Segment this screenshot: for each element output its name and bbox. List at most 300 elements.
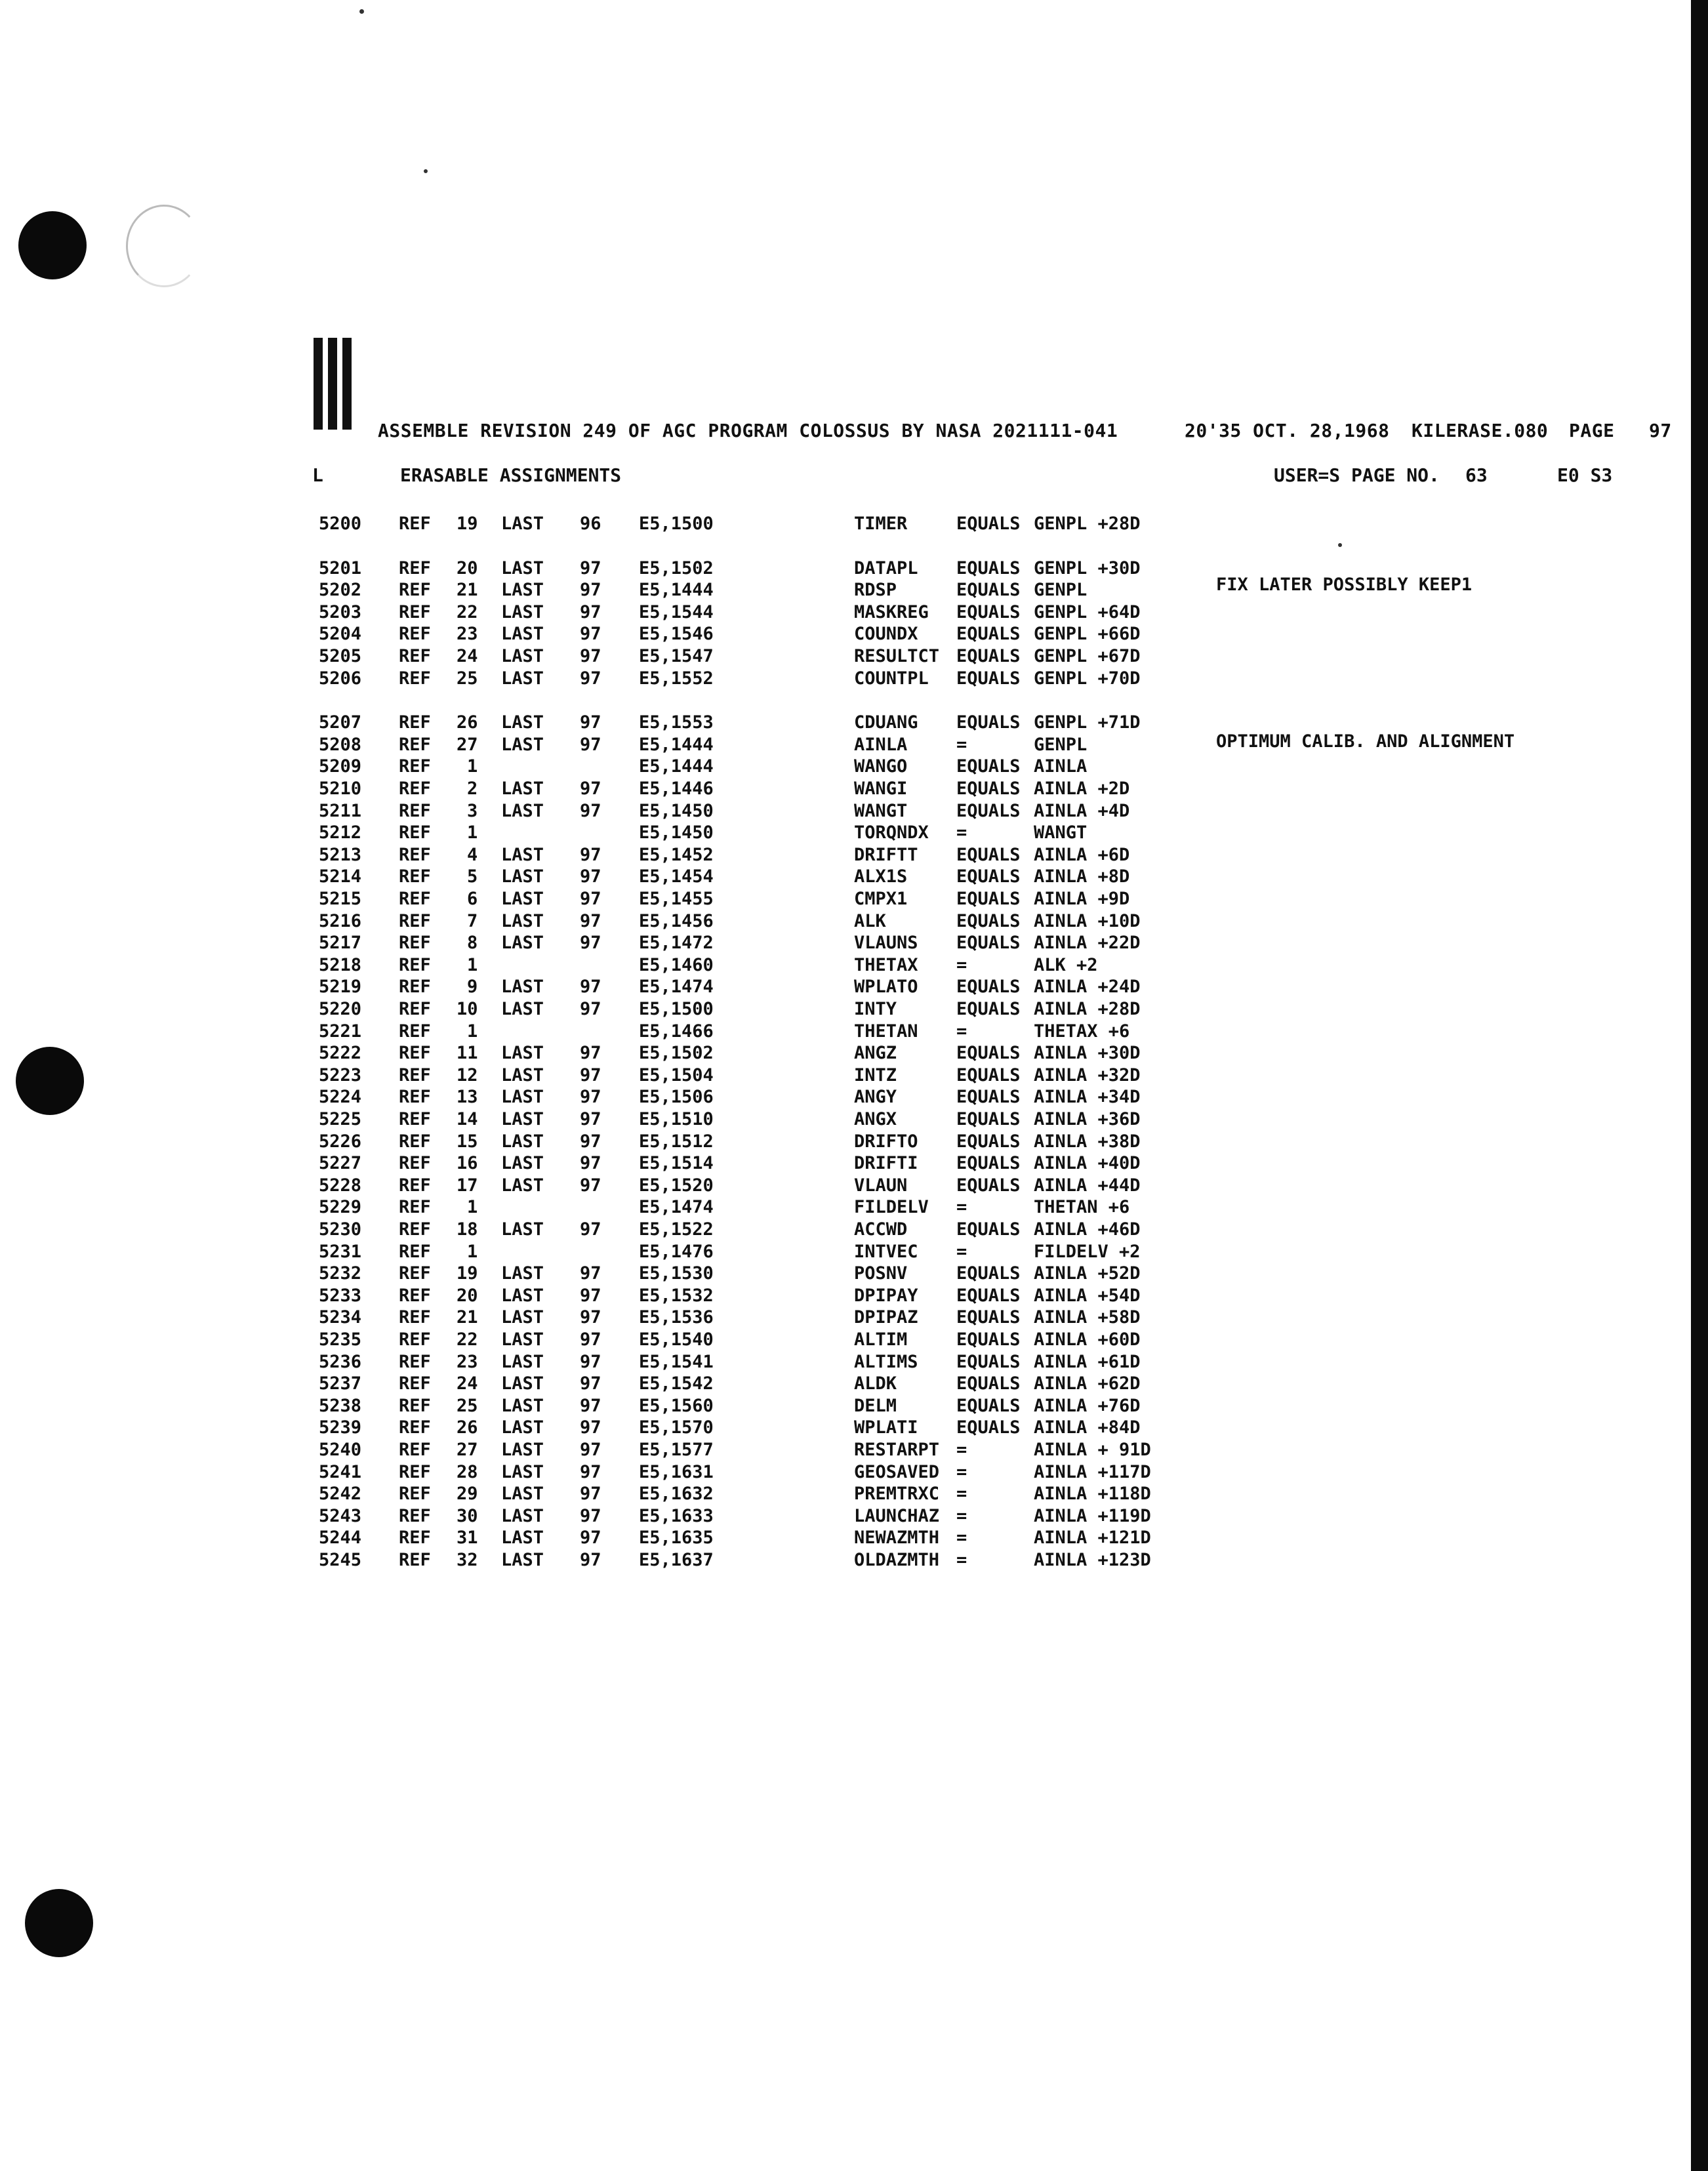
cell-last-tag: LAST [501, 910, 544, 931]
cell-ref-tag: REF [399, 712, 431, 733]
cell-operator: EQUALS [956, 514, 1021, 534]
cell-line-number: 5223 [319, 1065, 362, 1086]
cell-ref-tag: REF [399, 1528, 431, 1549]
cell-last-tag: LAST [501, 712, 544, 733]
table-row [0, 1263, 1312, 1285]
cell-symbol: WANGO [854, 756, 908, 777]
cell-last-page: 97 [580, 1109, 601, 1129]
table-row [0, 756, 1312, 778]
cell-operand: GENPL [1034, 734, 1088, 755]
speck [1338, 543, 1342, 547]
cell-operand: AINLA +36D [1034, 1109, 1141, 1129]
cell-operator: EQUALS [956, 910, 1021, 931]
cell-last-page: 97 [580, 624, 601, 645]
cell-operand: AINLA +46D [1034, 1219, 1141, 1240]
cell-operand: AINLA +118D [1034, 1484, 1151, 1505]
cell-address: E5,1553 [639, 712, 714, 733]
cell-ref-count: 19 [457, 514, 478, 534]
cell-ref-tag: REF [399, 601, 431, 622]
cell-operand: AINLA + 91D [1034, 1440, 1151, 1460]
cell-last-page: 97 [580, 1175, 601, 1196]
cell-ref-count: 15 [457, 1131, 478, 1152]
cell-operator: EQUALS [956, 1153, 1021, 1174]
cell-line-number: 5245 [319, 1550, 362, 1570]
cell-ref-tag: REF [399, 889, 431, 909]
table-row [0, 998, 1312, 1021]
cell-last-page: 97 [580, 1285, 601, 1306]
table-row [0, 1152, 1312, 1175]
cell-symbol: ALX1S [854, 866, 908, 887]
cell-ref-tag: REF [399, 1373, 431, 1394]
cell-line-number: 5220 [319, 999, 362, 1019]
cell-ref-count: 12 [457, 1065, 478, 1086]
table-row [0, 910, 1312, 933]
cell-ref-count: 20 [457, 558, 478, 578]
table-row [0, 1307, 1312, 1329]
cell-operand: WANGT [1034, 822, 1088, 843]
cell-last-tag: LAST [501, 1550, 544, 1570]
subheader-users-page: USER=S PAGE NO. [1274, 464, 1440, 486]
cell-operator: EQUALS [956, 1263, 1021, 1284]
header-page-label: PAGE [1569, 420, 1615, 441]
cell-last-tag: LAST [501, 1440, 544, 1460]
cell-last-page: 97 [580, 1528, 601, 1549]
cell-operator: EQUALS [956, 1373, 1021, 1394]
cell-line-number: 5228 [319, 1175, 362, 1196]
cell-operand: AINLA +40D [1034, 1153, 1141, 1174]
cell-last-page: 97 [580, 1131, 601, 1152]
cell-last-tag: LAST [501, 1109, 544, 1129]
cell-operator: = [956, 1021, 967, 1042]
cell-line-number: 5234 [319, 1307, 362, 1328]
table-row [0, 1549, 1312, 1572]
table-row [0, 844, 1312, 866]
cell-line-number: 5232 [319, 1263, 362, 1284]
cell-last-page: 97 [580, 844, 601, 865]
cell-address: E5,1444 [639, 756, 714, 777]
subheader-code: E0 S3 [1557, 464, 1613, 486]
cell-operand: AINLA +38D [1034, 1131, 1141, 1152]
cell-symbol: WPLATO [854, 977, 918, 998]
cell-ref-tag: REF [399, 1550, 431, 1570]
cell-symbol: NEWAZMTH [854, 1528, 940, 1549]
cell-last-tag: LAST [501, 1263, 544, 1284]
cell-line-number: 5206 [319, 668, 362, 689]
table-row [0, 1175, 1312, 1197]
cell-last-tag: LAST [501, 866, 544, 887]
cell-last-page: 97 [580, 1440, 601, 1460]
header-program: ASSEMBLE REVISION 249 OF AGC PROGRAM COLOSSUS BY NASA 2021111-041 [378, 420, 1118, 441]
cell-ref-count: 32 [457, 1550, 478, 1570]
cell-symbol: VLAUN [854, 1175, 908, 1196]
cell-ref-tag: REF [399, 580, 431, 601]
cell-operator: EQUALS [956, 1329, 1021, 1350]
cell-ref-tag: REF [399, 1241, 431, 1262]
cell-operator: = [956, 1505, 967, 1526]
table-row [0, 778, 1312, 800]
cell-operand: AINLA +10D [1034, 910, 1141, 931]
cell-address: E5,1541 [639, 1351, 714, 1372]
cell-symbol: AINLA [854, 734, 908, 755]
cell-last-tag: LAST [501, 1307, 544, 1328]
cell-last-tag: LAST [501, 1373, 544, 1394]
table-row [0, 1065, 1312, 1087]
cell-ref-count: 3 [467, 800, 478, 821]
table-row [0, 558, 1312, 580]
cell-ref-count: 31 [457, 1528, 478, 1549]
cell-last-tag: LAST [501, 646, 544, 666]
cell-ref-count: 11 [457, 1043, 478, 1064]
cell-operator: EQUALS [956, 800, 1021, 821]
cell-line-number: 5204 [319, 624, 362, 645]
cell-last-tag: LAST [501, 1043, 544, 1064]
cell-last-tag: LAST [501, 1175, 544, 1196]
cell-operand: AINLA +32D [1034, 1065, 1141, 1086]
cell-address: E5,1560 [639, 1395, 714, 1416]
cell-operator: = [956, 1528, 967, 1549]
cell-symbol: DRIFTI [854, 1153, 918, 1174]
cell-last-page: 97 [580, 668, 601, 689]
cell-symbol: INTZ [854, 1065, 897, 1086]
header-timestamp: 20'35 OCT. 28,1968 [1185, 420, 1390, 441]
cell-address: E5,1577 [639, 1440, 714, 1460]
cell-last-tag: LAST [501, 1351, 544, 1372]
cell-operator: EQUALS [956, 1285, 1021, 1306]
cell-last-page: 97 [580, 558, 601, 578]
cell-symbol: WPLATI [854, 1417, 918, 1438]
cell-operator: EQUALS [956, 933, 1021, 954]
cell-symbol: LAUNCHAZ [854, 1505, 940, 1526]
header-page-number: 97 [1649, 420, 1672, 441]
table-row [0, 1042, 1312, 1065]
cell-symbol: PREMTRXC [854, 1484, 940, 1505]
cell-last-tag: LAST [501, 933, 544, 954]
cell-last-page: 97 [580, 1263, 601, 1284]
cell-ref-tag: REF [399, 844, 431, 865]
cell-symbol: POSNV [854, 1263, 908, 1284]
cell-symbol: RDSP [854, 580, 897, 601]
cell-last-page: 97 [580, 1153, 601, 1174]
cell-line-number: 5224 [319, 1087, 362, 1108]
cell-ref-tag: REF [399, 558, 431, 578]
cell-ref-count: 5 [467, 866, 478, 887]
cell-operator: EQUALS [956, 1131, 1021, 1152]
cell-ref-count: 27 [457, 1440, 478, 1460]
cell-operator: EQUALS [956, 866, 1021, 887]
cell-ref-tag: REF [399, 668, 431, 689]
cell-last-page: 97 [580, 910, 601, 931]
cell-line-number: 5218 [319, 954, 362, 975]
cell-operator: EQUALS [956, 999, 1021, 1019]
cell-address: E5,1444 [639, 580, 714, 601]
table-row [0, 1196, 1312, 1219]
cell-ref-tag: REF [399, 1175, 431, 1196]
table-row [0, 1483, 1312, 1505]
cell-operand: AINLA +61D [1034, 1351, 1141, 1372]
cell-address: E5,1502 [639, 1043, 714, 1064]
cell-ref-count: 30 [457, 1505, 478, 1526]
cell-symbol: INTY [854, 999, 897, 1019]
cell-operator: EQUALS [956, 1065, 1021, 1086]
cell-ref-tag: REF [399, 514, 431, 534]
cell-line-number: 5221 [319, 1021, 362, 1042]
cell-last-page: 97 [580, 1373, 601, 1394]
cell-operator: = [956, 1484, 967, 1505]
table-row [0, 623, 1312, 645]
cell-ref-count: 23 [457, 624, 478, 645]
cell-operand: GENPL +64D [1034, 601, 1141, 622]
cell-symbol: DRIFTT [854, 844, 918, 865]
cell-line-number: 5239 [319, 1417, 362, 1438]
cell-last-page: 97 [580, 712, 601, 733]
table-row [0, 1241, 1312, 1263]
cell-line-number: 5201 [319, 558, 362, 578]
cell-operand: GENPL +30D [1034, 558, 1141, 578]
cell-line-number: 5237 [319, 1373, 362, 1394]
cell-ref-count: 10 [457, 999, 478, 1019]
cell-ref-count: 9 [467, 977, 478, 998]
barcode-mark [314, 338, 354, 430]
cell-operand: GENPL +67D [1034, 646, 1141, 666]
cell-address: E5,1504 [639, 1065, 714, 1086]
cell-address: E5,1552 [639, 668, 714, 689]
cell-line-number: 5222 [319, 1043, 362, 1064]
cell-ref-count: 19 [457, 1263, 478, 1284]
cell-operand: AINLA +4D [1034, 800, 1130, 821]
cell-ref-count: 1 [467, 822, 478, 843]
cell-operator: EQUALS [956, 1219, 1021, 1240]
cell-ref-tag: REF [399, 933, 431, 954]
cell-line-number: 5212 [319, 822, 362, 843]
table-row [0, 1417, 1312, 1439]
cell-last-page: 97 [580, 889, 601, 909]
binder-hole-bottom [25, 1889, 93, 1957]
table-row [0, 1219, 1312, 1241]
cell-ref-tag: REF [399, 1484, 431, 1505]
cell-address: E5,1536 [639, 1307, 714, 1328]
cell-operator: EQUALS [956, 1043, 1021, 1064]
cell-operand: THETAX +6 [1034, 1021, 1130, 1042]
cell-address: E5,1472 [639, 933, 714, 954]
cell-ref-count: 24 [457, 1373, 478, 1394]
cell-ref-count: 22 [457, 1329, 478, 1350]
cell-last-tag: LAST [501, 1065, 544, 1086]
table-row [0, 712, 1312, 734]
cell-address: E5,1632 [639, 1484, 714, 1505]
cell-last-page: 97 [580, 1351, 601, 1372]
cell-line-number: 5211 [319, 800, 362, 821]
cell-ref-count: 26 [457, 1417, 478, 1438]
subheader-title: ERASABLE ASSIGNMENTS [400, 464, 622, 486]
cell-line-number: 5227 [319, 1153, 362, 1174]
cell-address: E5,1544 [639, 601, 714, 622]
cell-ref-count: 25 [457, 1395, 478, 1416]
cell-ref-count: 21 [457, 580, 478, 601]
cell-operator: = [956, 1550, 967, 1570]
table-row [0, 1527, 1312, 1549]
cell-last-page: 97 [580, 734, 601, 755]
cell-last-page: 97 [580, 1307, 601, 1328]
cell-symbol: ANGZ [854, 1043, 897, 1064]
cell-operand: AINLA +84D [1034, 1417, 1141, 1438]
cell-operand: AINLA +119D [1034, 1505, 1151, 1526]
cell-operator: EQUALS [956, 624, 1021, 645]
cell-ref-tag: REF [399, 1021, 431, 1042]
cell-symbol: ACCWD [854, 1219, 908, 1240]
cell-line-number: 5205 [319, 646, 362, 666]
cell-line-number: 5219 [319, 977, 362, 998]
cell-line-number: 5241 [319, 1461, 362, 1482]
cell-ref-tag: REF [399, 1285, 431, 1306]
cell-address: E5,1450 [639, 800, 714, 821]
cell-operand: AINLA +58D [1034, 1307, 1141, 1328]
cell-operator: EQUALS [956, 1175, 1021, 1196]
table-row [0, 954, 1312, 977]
cell-symbol: DELM [854, 1395, 897, 1416]
cell-operator: = [956, 1241, 967, 1262]
cell-line-number: 5244 [319, 1528, 362, 1549]
cell-ref-count: 17 [457, 1175, 478, 1196]
cell-ref-tag: REF [399, 779, 431, 799]
cell-operand: AINLA +2D [1034, 779, 1130, 799]
cell-symbol: THETAN [854, 1021, 918, 1042]
cell-ref-tag: REF [399, 734, 431, 755]
table-row [0, 1439, 1312, 1461]
cell-operand: AINLA +117D [1034, 1461, 1151, 1482]
cell-ref-tag: REF [399, 1219, 431, 1240]
cell-last-tag: LAST [501, 977, 544, 998]
cell-operator: EQUALS [956, 712, 1021, 733]
cell-address: E5,1512 [639, 1131, 714, 1152]
cell-line-number: 5231 [319, 1241, 362, 1262]
cell-last-tag: LAST [501, 1131, 544, 1152]
cell-ref-count: 25 [457, 668, 478, 689]
cell-operator: EQUALS [956, 1417, 1021, 1438]
cell-operand: AINLA +28D [1034, 999, 1141, 1019]
cell-last-page: 97 [580, 601, 601, 622]
cell-last-tag: LAST [501, 624, 544, 645]
cell-last-tag: LAST [501, 668, 544, 689]
cell-operator: EQUALS [956, 668, 1021, 689]
cell-ref-tag: REF [399, 1351, 431, 1372]
cell-ref-count: 27 [457, 734, 478, 755]
cell-operand: GENPL +66D [1034, 624, 1141, 645]
cell-operand: GENPL +70D [1034, 668, 1141, 689]
cell-ref-count: 1 [467, 1241, 478, 1262]
cell-ref-tag: REF [399, 1395, 431, 1416]
table-row [0, 822, 1312, 844]
cell-ref-tag: REF [399, 1505, 431, 1526]
table-row [0, 888, 1312, 910]
header-file: KILERASE.080 [1412, 420, 1549, 441]
cell-symbol: ALK [854, 910, 886, 931]
cell-line-number: 5242 [319, 1484, 362, 1505]
subheader-marker: L [312, 464, 323, 486]
table-row [0, 1373, 1312, 1395]
cell-ref-count: 1 [467, 954, 478, 975]
cell-line-number: 5235 [319, 1329, 362, 1350]
cell-ref-count: 20 [457, 1285, 478, 1306]
cell-address: E5,1514 [639, 1153, 714, 1174]
cell-address: E5,1540 [639, 1329, 714, 1350]
cell-last-tag: LAST [501, 514, 544, 534]
cell-ref-tag: REF [399, 1440, 431, 1460]
cell-operator: EQUALS [956, 1307, 1021, 1328]
cell-address: E5,1633 [639, 1505, 714, 1526]
cell-ref-tag: REF [399, 954, 431, 975]
binder-hole-ring [126, 205, 202, 287]
speck [359, 9, 364, 14]
cell-operand: GENPL +28D [1034, 514, 1141, 534]
cell-ref-count: 1 [467, 1197, 478, 1218]
cell-ref-tag: REF [399, 1307, 431, 1328]
cell-address: E5,1444 [639, 734, 714, 755]
cell-line-number: 5236 [319, 1351, 362, 1372]
cell-operand: AINLA +123D [1034, 1550, 1151, 1570]
cell-line-number: 5229 [319, 1197, 362, 1218]
cell-operand: AINLA +62D [1034, 1373, 1141, 1394]
cell-last-tag: LAST [501, 580, 544, 601]
cell-symbol: CMPX1 [854, 889, 908, 909]
cell-symbol: VLAUNS [854, 933, 918, 954]
cell-operand: AINLA +30D [1034, 1043, 1141, 1064]
cell-operand: AINLA +60D [1034, 1329, 1141, 1350]
cell-last-tag: LAST [501, 889, 544, 909]
cell-last-tag: LAST [501, 1087, 544, 1108]
cell-ref-count: 13 [457, 1087, 478, 1108]
cell-address: E5,1635 [639, 1528, 714, 1549]
cell-operator: EQUALS [956, 756, 1021, 777]
subheader-users-page-number: 63 [1465, 464, 1488, 486]
cell-last-page: 97 [580, 1550, 601, 1570]
cell-line-number: 5226 [319, 1131, 362, 1152]
cell-address: E5,1506 [639, 1087, 714, 1108]
cell-ref-tag: REF [399, 1461, 431, 1482]
cell-ref-count: 18 [457, 1219, 478, 1240]
cell-address: E5,1446 [639, 779, 714, 799]
table-row [0, 734, 1312, 756]
cell-operand: AINLA +52D [1034, 1263, 1141, 1284]
cell-operand: FILDELV +2 [1034, 1241, 1141, 1262]
cell-operator: EQUALS [956, 977, 1021, 998]
cell-ref-tag: REF [399, 1263, 431, 1284]
cell-last-page: 97 [580, 999, 601, 1019]
cell-address: E5,1637 [639, 1550, 714, 1570]
cell-operand: AINLA [1034, 756, 1088, 777]
cell-operand: AINLA +22D [1034, 933, 1141, 954]
cell-ref-tag: REF [399, 1329, 431, 1350]
cell-address: E5,1510 [639, 1109, 714, 1129]
cell-operand: AINLA +54D [1034, 1285, 1141, 1306]
cell-address: E5,1631 [639, 1461, 714, 1482]
cell-symbol: RESULTCT [854, 646, 940, 666]
cell-address: E5,1542 [639, 1373, 714, 1394]
cell-operator: = [956, 822, 967, 843]
cell-address: E5,1520 [639, 1175, 714, 1196]
cell-ref-count: 1 [467, 756, 478, 777]
cell-address: E5,1546 [639, 624, 714, 645]
cell-ref-count: 4 [467, 844, 478, 865]
cell-last-tag: LAST [501, 779, 544, 799]
cell-ref-count: 28 [457, 1461, 478, 1482]
cell-address: E5,1474 [639, 977, 714, 998]
table-row [0, 579, 1312, 601]
cell-ref-tag: REF [399, 624, 431, 645]
cell-operand: GENPL +71D [1034, 712, 1141, 733]
cell-ref-tag: REF [399, 756, 431, 777]
cell-ref-tag: REF [399, 646, 431, 666]
cell-operator: EQUALS [956, 1109, 1021, 1129]
